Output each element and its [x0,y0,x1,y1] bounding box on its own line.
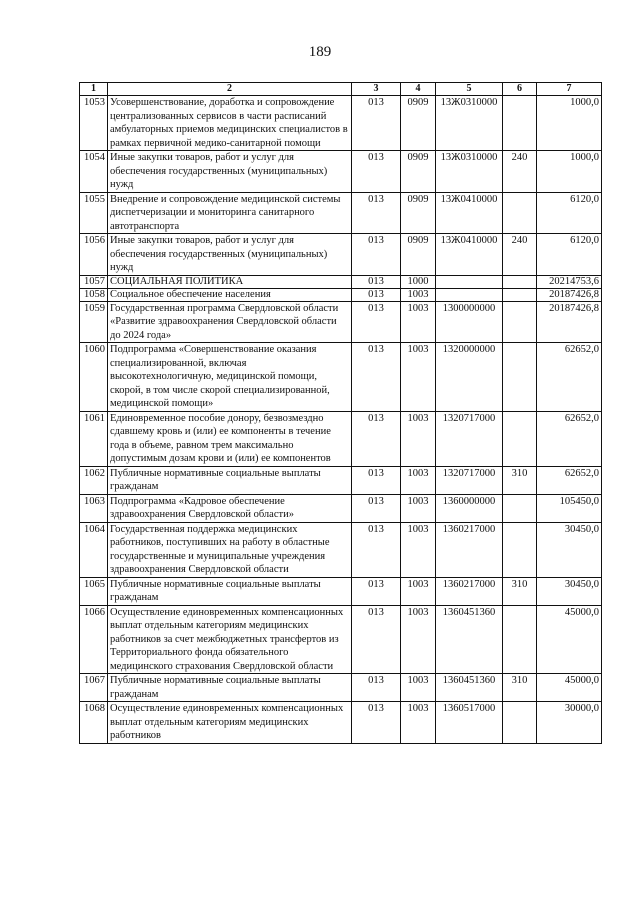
amount-cell: 1000,0 [537,151,602,193]
row-number-cell: 1055 [80,192,108,234]
ministry-code-cell: 013 [352,96,401,151]
amount-cell: 6120,0 [537,192,602,234]
amount-cell: 62652,0 [537,466,602,494]
section-code-cell: 1003 [401,702,436,744]
target-article-cell: 1360217000 [436,522,503,577]
amount-cell: 45000,0 [537,674,602,702]
section-code-cell: 0909 [401,151,436,193]
expense-type-cell: 310 [503,466,537,494]
expense-type-cell: 310 [503,577,537,605]
section-code-cell: 1003 [401,605,436,674]
row-number-cell: 1063 [80,494,108,522]
ministry-code-cell: 013 [352,522,401,577]
target-article-cell: 1320717000 [436,466,503,494]
section-code-cell: 1003 [401,674,436,702]
table-row [80,151,602,193]
table-row [80,411,602,466]
row-number-cell: 1060 [80,343,108,412]
ministry-code-cell: 013 [352,702,401,744]
section-code-cell: 1003 [401,288,436,301]
ministry-code-cell: 013 [352,343,401,412]
header-cell: 1 [80,83,108,96]
target-article-cell: 1320000000 [436,343,503,412]
expense-type-cell [503,192,537,234]
table-row [80,494,602,522]
section-code-cell: 1003 [401,466,436,494]
ministry-code-cell: 013 [352,411,401,466]
table-row [80,577,602,605]
target-article-cell: 1360217000 [436,577,503,605]
expense-type-cell [503,494,537,522]
row-name-cell: Подпрограмма «Кадровое обеспечение здравоохранения Свердловской области» [108,494,352,522]
target-article-cell: 1360451360 [436,605,503,674]
amount-cell: 20214753,6 [537,275,602,288]
row-number-cell: 1054 [80,151,108,193]
section-code-cell: 1003 [401,494,436,522]
row-number-cell: 1061 [80,411,108,466]
row-name-cell: Государственная поддержка медицинских работников, поступивших на работу в областные государственные и муниципальные учреждения здравоохранения Свердловской области [108,522,352,577]
table-body [80,96,602,744]
ministry-code-cell: 013 [352,674,401,702]
target-article-cell: 1300000000 [436,301,503,343]
amount-cell: 20187426,8 [537,288,602,301]
expense-type-cell [503,343,537,412]
section-code-cell: 1003 [401,411,436,466]
table-row [80,674,602,702]
amount-cell: 30450,0 [537,577,602,605]
expense-type-cell: 240 [503,234,537,276]
row-name-cell: Осуществление единовременных компенсационных выплат отдельным категориям медицинских работников [108,702,352,744]
header-cell: 6 [503,83,537,96]
amount-cell: 30000,0 [537,702,602,744]
row-number-cell: 1058 [80,288,108,301]
ministry-code-cell: 013 [352,494,401,522]
row-name-cell: Публичные нормативные социальные выплаты гражданам [108,466,352,494]
row-name-cell: Осуществление единовременных компенсационных выплат отдельным категориям медицинских работников за счет межбюджетных трансфертов из Территориального фонда обязательного медицинского страхования Свердловской области [108,605,352,674]
ministry-code-cell: 013 [352,605,401,674]
amount-cell: 105450,0 [537,494,602,522]
row-name-cell: Публичные нормативные социальные выплаты гражданам [108,674,352,702]
header-row [80,83,602,96]
section-code-cell: 0909 [401,96,436,151]
section-code-cell: 0909 [401,192,436,234]
header-cell: 5 [436,83,503,96]
row-number-cell: 1059 [80,301,108,343]
amount-cell: 45000,0 [537,605,602,674]
amount-cell: 62652,0 [537,411,602,466]
table-row [80,234,602,276]
header-cell: 3 [352,83,401,96]
row-name-cell: Иные закупки товаров, работ и услуг для обеспечения государственных (муниципальных) нужд [108,151,352,193]
target-article-cell: 13Ж0310000 [436,151,503,193]
ministry-code-cell: 013 [352,288,401,301]
row-number-cell: 1053 [80,96,108,151]
table-row [80,275,602,288]
section-code-cell: 1003 [401,522,436,577]
ministry-code-cell: 013 [352,301,401,343]
row-number-cell: 1065 [80,577,108,605]
ministry-code-cell: 013 [352,466,401,494]
target-article-cell: 1360000000 [436,494,503,522]
section-code-cell: 1000 [401,275,436,288]
target-article-cell: 1360517000 [436,702,503,744]
row-name-cell: Внедрение и сопровождение медицинской системы диспетчеризации и мониторинга санитарного автотранспорта [108,192,352,234]
expense-type-cell [503,522,537,577]
row-number-cell: 1067 [80,674,108,702]
row-number-cell: 1066 [80,605,108,674]
section-code-cell: 1003 [401,343,436,412]
target-article-cell: 13Ж0410000 [436,234,503,276]
table-row [80,192,602,234]
header-cell: 7 [537,83,602,96]
expense-type-cell: 310 [503,674,537,702]
budget-table [79,82,602,744]
row-name-cell: Государственная программа Свердловской области «Развитие здравоохранения Свердловской области до 2024 года» [108,301,352,343]
row-number-cell: 1068 [80,702,108,744]
target-article-cell: 1320717000 [436,411,503,466]
row-name-cell: Единовременное пособие донору, безвозмездно сдавшему кровь и (или) ее компоненты в течение года в объеме, равном трем максимально допустимым дозам крови и (или) ее компонентов [108,411,352,466]
table-row [80,605,602,674]
expense-type-cell [503,96,537,151]
target-article-cell: 1360451360 [436,674,503,702]
table-row [80,301,602,343]
amount-cell: 62652,0 [537,343,602,412]
expense-type-cell [503,702,537,744]
table-row [80,466,602,494]
expense-type-cell [503,301,537,343]
table-row [80,288,602,301]
row-name-cell: Усовершенствование, доработка и сопровождение централизованных сервисов в части расписаний амбулаторных приемов медицинских специалистов в рамках первичной медико-санитарной помощи [108,96,352,151]
ministry-code-cell: 013 [352,275,401,288]
ministry-code-cell: 013 [352,192,401,234]
row-name-cell: Социальное обеспечение населения [108,288,352,301]
table-row [80,96,602,151]
row-name-cell: Подпрограмма «Совершенствование оказания специализированной, включая высокотехнологичную, медицинской помощи, скорой, в том числе скорой специализированной, медицинской помощи» [108,343,352,412]
amount-cell: 30450,0 [537,522,602,577]
row-name-cell: Публичные нормативные социальные выплаты гражданам [108,577,352,605]
ministry-code-cell: 013 [352,151,401,193]
target-article-cell: 13Ж0410000 [436,192,503,234]
row-number-cell: 1062 [80,466,108,494]
target-article-cell: 13Ж0310000 [436,96,503,151]
target-article-cell [436,275,503,288]
amount-cell: 1000,0 [537,96,602,151]
row-name-cell: Иные закупки товаров, работ и услуг для обеспечения государственных (муниципальных) нужд [108,234,352,276]
expense-type-cell [503,605,537,674]
table-row [80,522,602,577]
amount-cell: 20187426,8 [537,301,602,343]
table-row [80,343,602,412]
row-number-cell: 1057 [80,275,108,288]
row-name-cell: СОЦИАЛЬНАЯ ПОЛИТИКА [108,275,352,288]
ministry-code-cell: 013 [352,234,401,276]
expense-type-cell [503,275,537,288]
row-number-cell: 1064 [80,522,108,577]
section-code-cell: 1003 [401,577,436,605]
row-number-cell: 1056 [80,234,108,276]
expense-type-cell [503,411,537,466]
ministry-code-cell: 013 [352,577,401,605]
header-cell: 4 [401,83,436,96]
section-code-cell: 0909 [401,234,436,276]
target-article-cell [436,288,503,301]
page-number: 189 [308,44,332,60]
expense-type-cell [503,288,537,301]
header-cell: 2 [108,83,352,96]
expense-type-cell: 240 [503,151,537,193]
table-row [80,702,602,744]
section-code-cell: 1003 [401,301,436,343]
amount-cell: 6120,0 [537,234,602,276]
